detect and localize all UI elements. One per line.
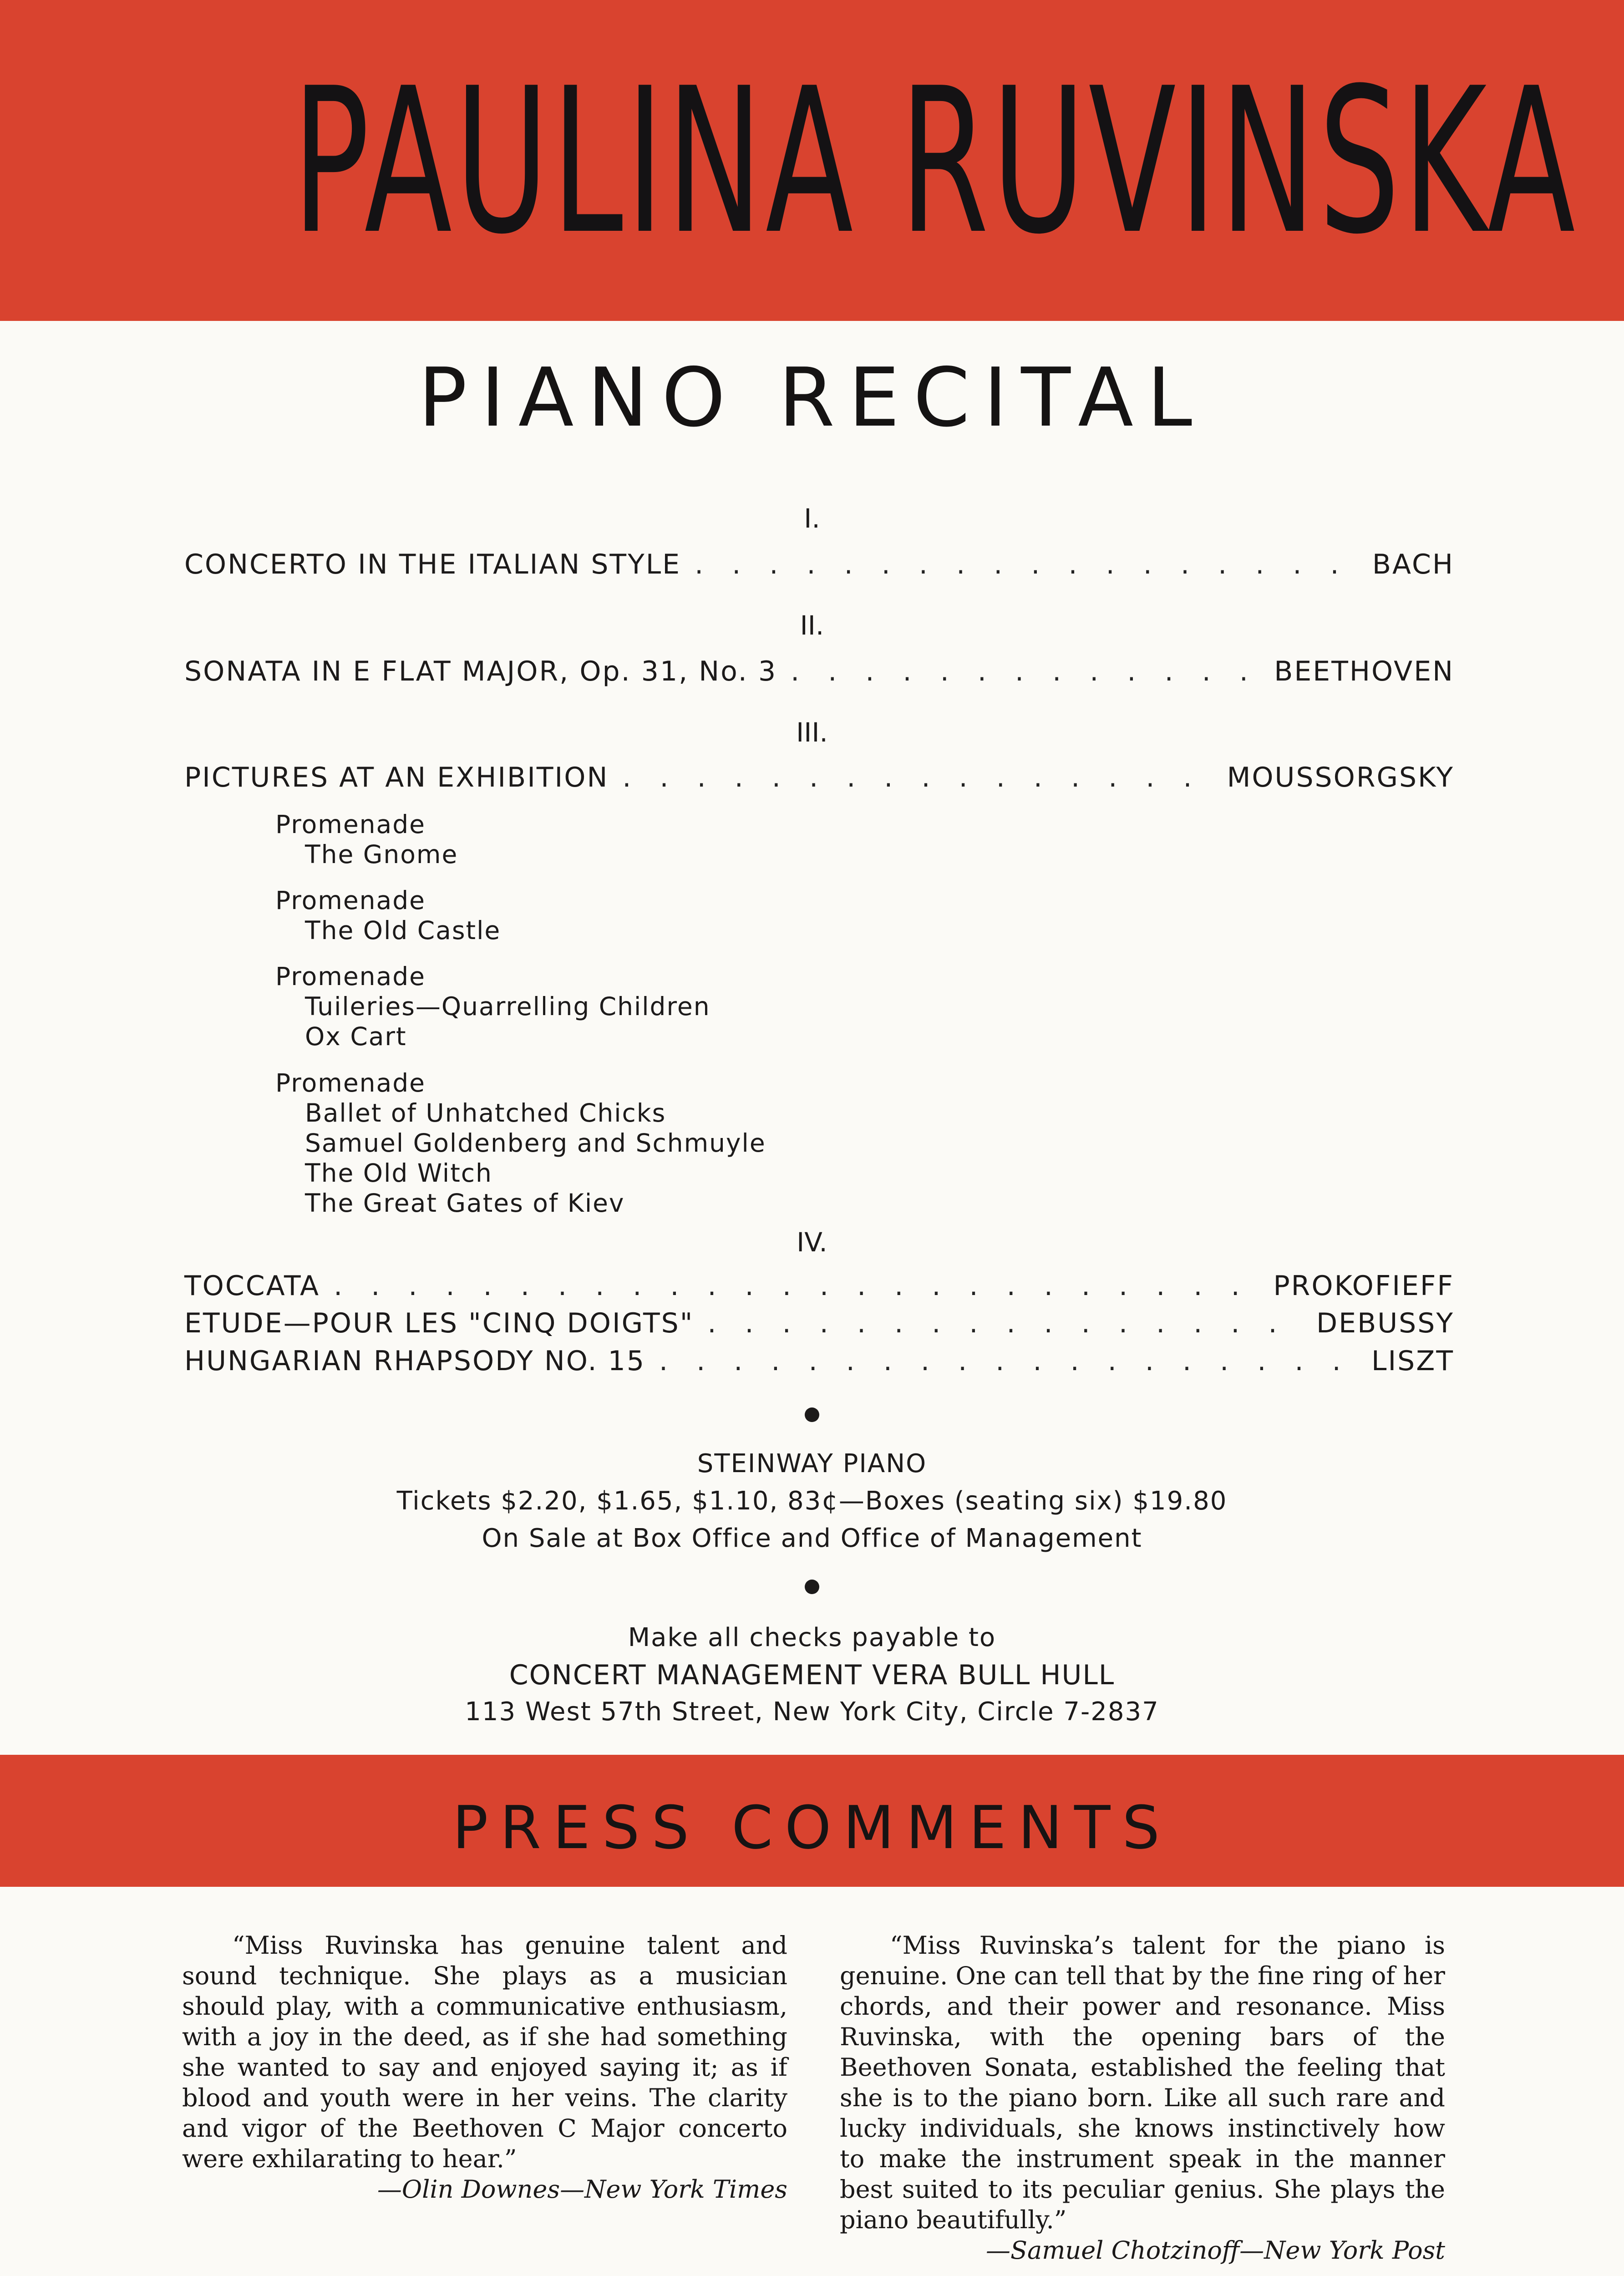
part-numeral: III. (796, 717, 828, 748)
composer: DEBUSSY (1316, 1307, 1454, 1339)
program-row (184, 655, 1454, 687)
piece-title: PICTURES AT AN EXHIBITION (184, 762, 609, 793)
bullet-divider (805, 1580, 819, 1594)
event-title: PIANO RECITAL (418, 351, 1206, 445)
dot-leader (695, 549, 1359, 580)
movement: Promenade (275, 810, 426, 839)
composer: PROKOFIEFF (1273, 1270, 1454, 1302)
program-row (184, 762, 1454, 793)
dot-leader (334, 1270, 1259, 1302)
movement: The Gnome (305, 840, 458, 869)
dot-leader (659, 1345, 1358, 1377)
movement: The Old Witch (305, 1158, 492, 1188)
press-quote (182, 1930, 787, 2205)
press-heading: PRESS COMMENTS (452, 1793, 1172, 1862)
movement: Samuel Goldenberg and Schmuyle (305, 1128, 766, 1158)
performer-name: PAULINA RUVINSKA (292, 45, 1578, 278)
quote-text: “Miss Ruvinska’s talent for the piano is genuine. One can tell that by the fine ring of her chords, and their power and resonance. Miss Ruvinska, with the opening bars of the Beethoven Sonata, established the feeling that she is to the piano born. Like all such rare and lucky individuals, she knows instinctively how to make the instrument speak in the manner best suited to its peculiar genius. She plays the piano beautifully.” (840, 1931, 1445, 2234)
program-row (184, 1307, 1454, 1339)
piece-title: TOCCATA (184, 1270, 320, 1302)
sale-info: On Sale at Box Office and Office of Management (482, 1524, 1142, 1553)
piece-title: SONATA IN E FLAT MAJOR, Op. 31, No. 3 (184, 655, 777, 687)
movement: The Old Castle (305, 916, 501, 945)
part-numeral: II. (800, 610, 824, 641)
checks-note: Make all checks payable to (628, 1623, 996, 1652)
quote-attribution: —Olin Downes—New York Times (377, 2175, 787, 2204)
part-numeral: I. (804, 503, 820, 534)
movement: Ballet of Unhatched Chicks (305, 1098, 666, 1128)
dot-leader (707, 1307, 1303, 1339)
press-quote (840, 1930, 1445, 2266)
quote-text: “Miss Ruvinska has genuine talent and sound technique. She plays as a musician should play, with a communicative enthusiasm, with a joy in the deed, as if she had something she wanted to say and enjoyed saying it; as if blood and youth were in her veins. The clarity and vigor of the Beethoven C Major concerto were exhilarating to hear.” (182, 1931, 787, 2173)
dot-leader (791, 655, 1260, 687)
program-row (184, 1270, 1454, 1302)
program-row (184, 1345, 1454, 1377)
movement: Promenade (275, 1068, 426, 1097)
composer: MOUSSORGSKY (1227, 762, 1454, 793)
movement: Promenade (275, 886, 426, 915)
movement: Promenade (275, 962, 426, 991)
movement: The Great Gates of Kiev (305, 1189, 625, 1218)
composer: LISZT (1371, 1345, 1454, 1377)
program-row (184, 549, 1454, 580)
management-address: 113 West 57th Street, New York City, Circle 7-2837 (465, 1697, 1159, 1727)
piece-title: HUNGARIAN RHAPSODY NO. 15 (184, 1345, 645, 1377)
ticket-prices: Tickets $2.20, $1.65, $1.10, 83¢—Boxes (seating six) $19.80 (396, 1486, 1228, 1516)
quote-attribution: —Samuel Chotzinoff—New York Post (986, 2236, 1445, 2265)
bullet-divider (805, 1407, 819, 1422)
composer: BEETHOVEN (1274, 655, 1454, 687)
part-numeral: IV. (797, 1227, 827, 1258)
piece-title: ETUDE—POUR LES "CINQ DOIGTS" (184, 1307, 694, 1339)
piano-credit: STEINWAY PIANO (697, 1449, 927, 1478)
movement: Tuileries—Quarrelling Children (305, 992, 710, 1021)
dot-leader (622, 762, 1213, 793)
piece-title: CONCERTO IN THE ITALIAN STYLE (184, 549, 681, 580)
composer: BACH (1372, 549, 1454, 580)
management-name: CONCERT MANAGEMENT VERA BULL HULL (509, 1659, 1115, 1691)
movement: Ox Cart (305, 1022, 407, 1051)
